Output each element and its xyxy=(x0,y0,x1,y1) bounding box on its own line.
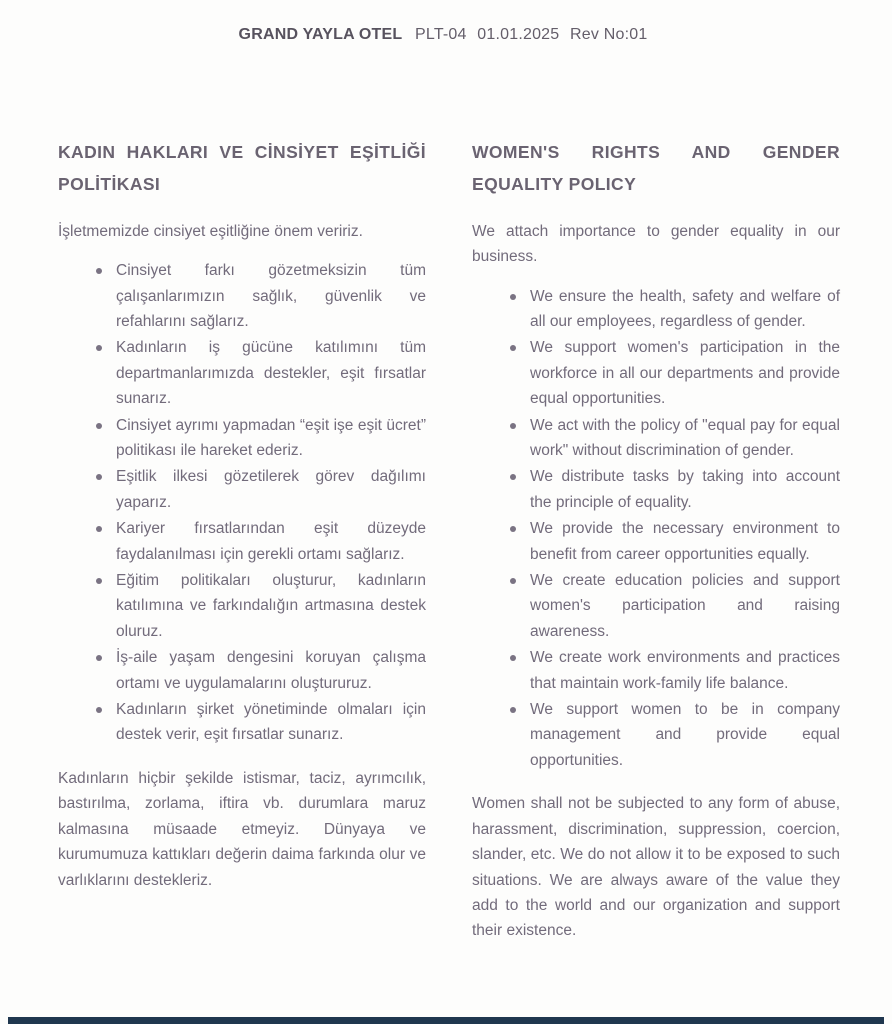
turkish-intro-paragraph: İşletmemizde cinsiyet eşitliğine önem veririz. xyxy=(58,222,363,240)
english-bullet-list xyxy=(472,284,840,774)
bullet-item: We provide the necessary environment to benefit from career opportunities equally. xyxy=(472,516,840,567)
document-meta xyxy=(415,26,653,43)
turkish-column xyxy=(58,136,426,958)
bullet-item: We create work environments and practices that maintain work-family life balance. xyxy=(472,645,840,696)
english-policy-title: WOMEN'S RIGHTS AND GENDER EQUALITY POLICY xyxy=(472,142,840,195)
bullet-item: Eğitim politikaları oluşturur, kadınların katılımına ve farkındalığın artmasına destek oluruz. xyxy=(58,568,426,644)
bullet-item: We support women to be in company management and provide equal opportunities. xyxy=(472,697,840,773)
turkish-bullet-list xyxy=(58,258,426,748)
document-date: 01.01.2025 xyxy=(477,26,560,43)
bullet-item: Kariyer fırsatlarından eşit düzeyde faydalanılması için gerekli ortamı sağlarız. xyxy=(58,516,426,567)
bullet-item: Kadınların şirket yönetiminde olmaları için destek verir, eşit fırsatlar sunarız. xyxy=(58,697,426,748)
document-code: PLT-04 xyxy=(415,26,467,43)
bullet-item: We ensure the health, safety and welfare of all our employees, regardless of gender. xyxy=(472,284,840,335)
bullet-item: We distribute tasks by taking into account the principle of equality. xyxy=(472,464,840,515)
document-revision: Rev No:01 xyxy=(570,26,648,43)
bullet-item: We create education policies and support women's participation and raising awareness. xyxy=(472,568,840,644)
bullet-item: Cinsiyet farkı gözetmeksizin tüm çalışanlarımızın sağlık, güvenlik ve refahlarını sağlarız. xyxy=(58,258,426,334)
two-column-body xyxy=(58,136,840,958)
bullet-item: İş-aile yaşam dengesini koruyan çalışma ortamı ve uygulamalarını oluştururuz. xyxy=(58,645,426,696)
bullet-item: We support women's participation in the workforce in all our departments and provide equal opportunities. xyxy=(472,335,840,411)
bullet-item: Eşitlik ilkesi gözetilerek görev dağılımı yaparız. xyxy=(58,464,426,515)
bullet-item: Cinsiyet ayrımı yapmadan “eşit işe eşit ücret” politikası ile hareket ederiz. xyxy=(58,413,426,464)
turkish-closing-paragraph: Kadınların hiçbir şekilde istismar, taciz, ayrımcılık, bastırılma, zorlama, iftira vb. durumlara maruz kalmasına müsaade etmeyiz. Dünyaya ve kurumumuza kattıkları değerin daima farkında olur ve varlıklarını destekleriz. xyxy=(58,769,426,889)
english-closing-paragraph: Women shall not be subjected to any form of abuse, harassment, discrimination, suppression, coercion, slander, etc. We do not allow it to be exposed to such situations. We are always aware of the value they add to the world and our organization and support their existence. xyxy=(472,795,840,940)
english-column xyxy=(472,136,840,958)
document-header xyxy=(0,26,892,44)
bottom-accent-bar xyxy=(8,1017,884,1024)
english-intro-paragraph: We attach importance to gender equality in our business. xyxy=(472,222,840,266)
hotel-name: GRAND YAYLA OTEL xyxy=(238,26,403,43)
bullet-item: We act with the policy of "equal pay for equal work" without discrimination of gender. xyxy=(472,413,840,464)
turkish-policy-title: KADIN HAKLARI VE CİNSİYET EŞİTLİĞİ POLİTİKASI xyxy=(58,142,426,195)
bullet-item: Kadınların iş gücüne katılımını tüm departmanlarımızda destekler, eşit fırsatlar sunarız. xyxy=(58,335,426,411)
